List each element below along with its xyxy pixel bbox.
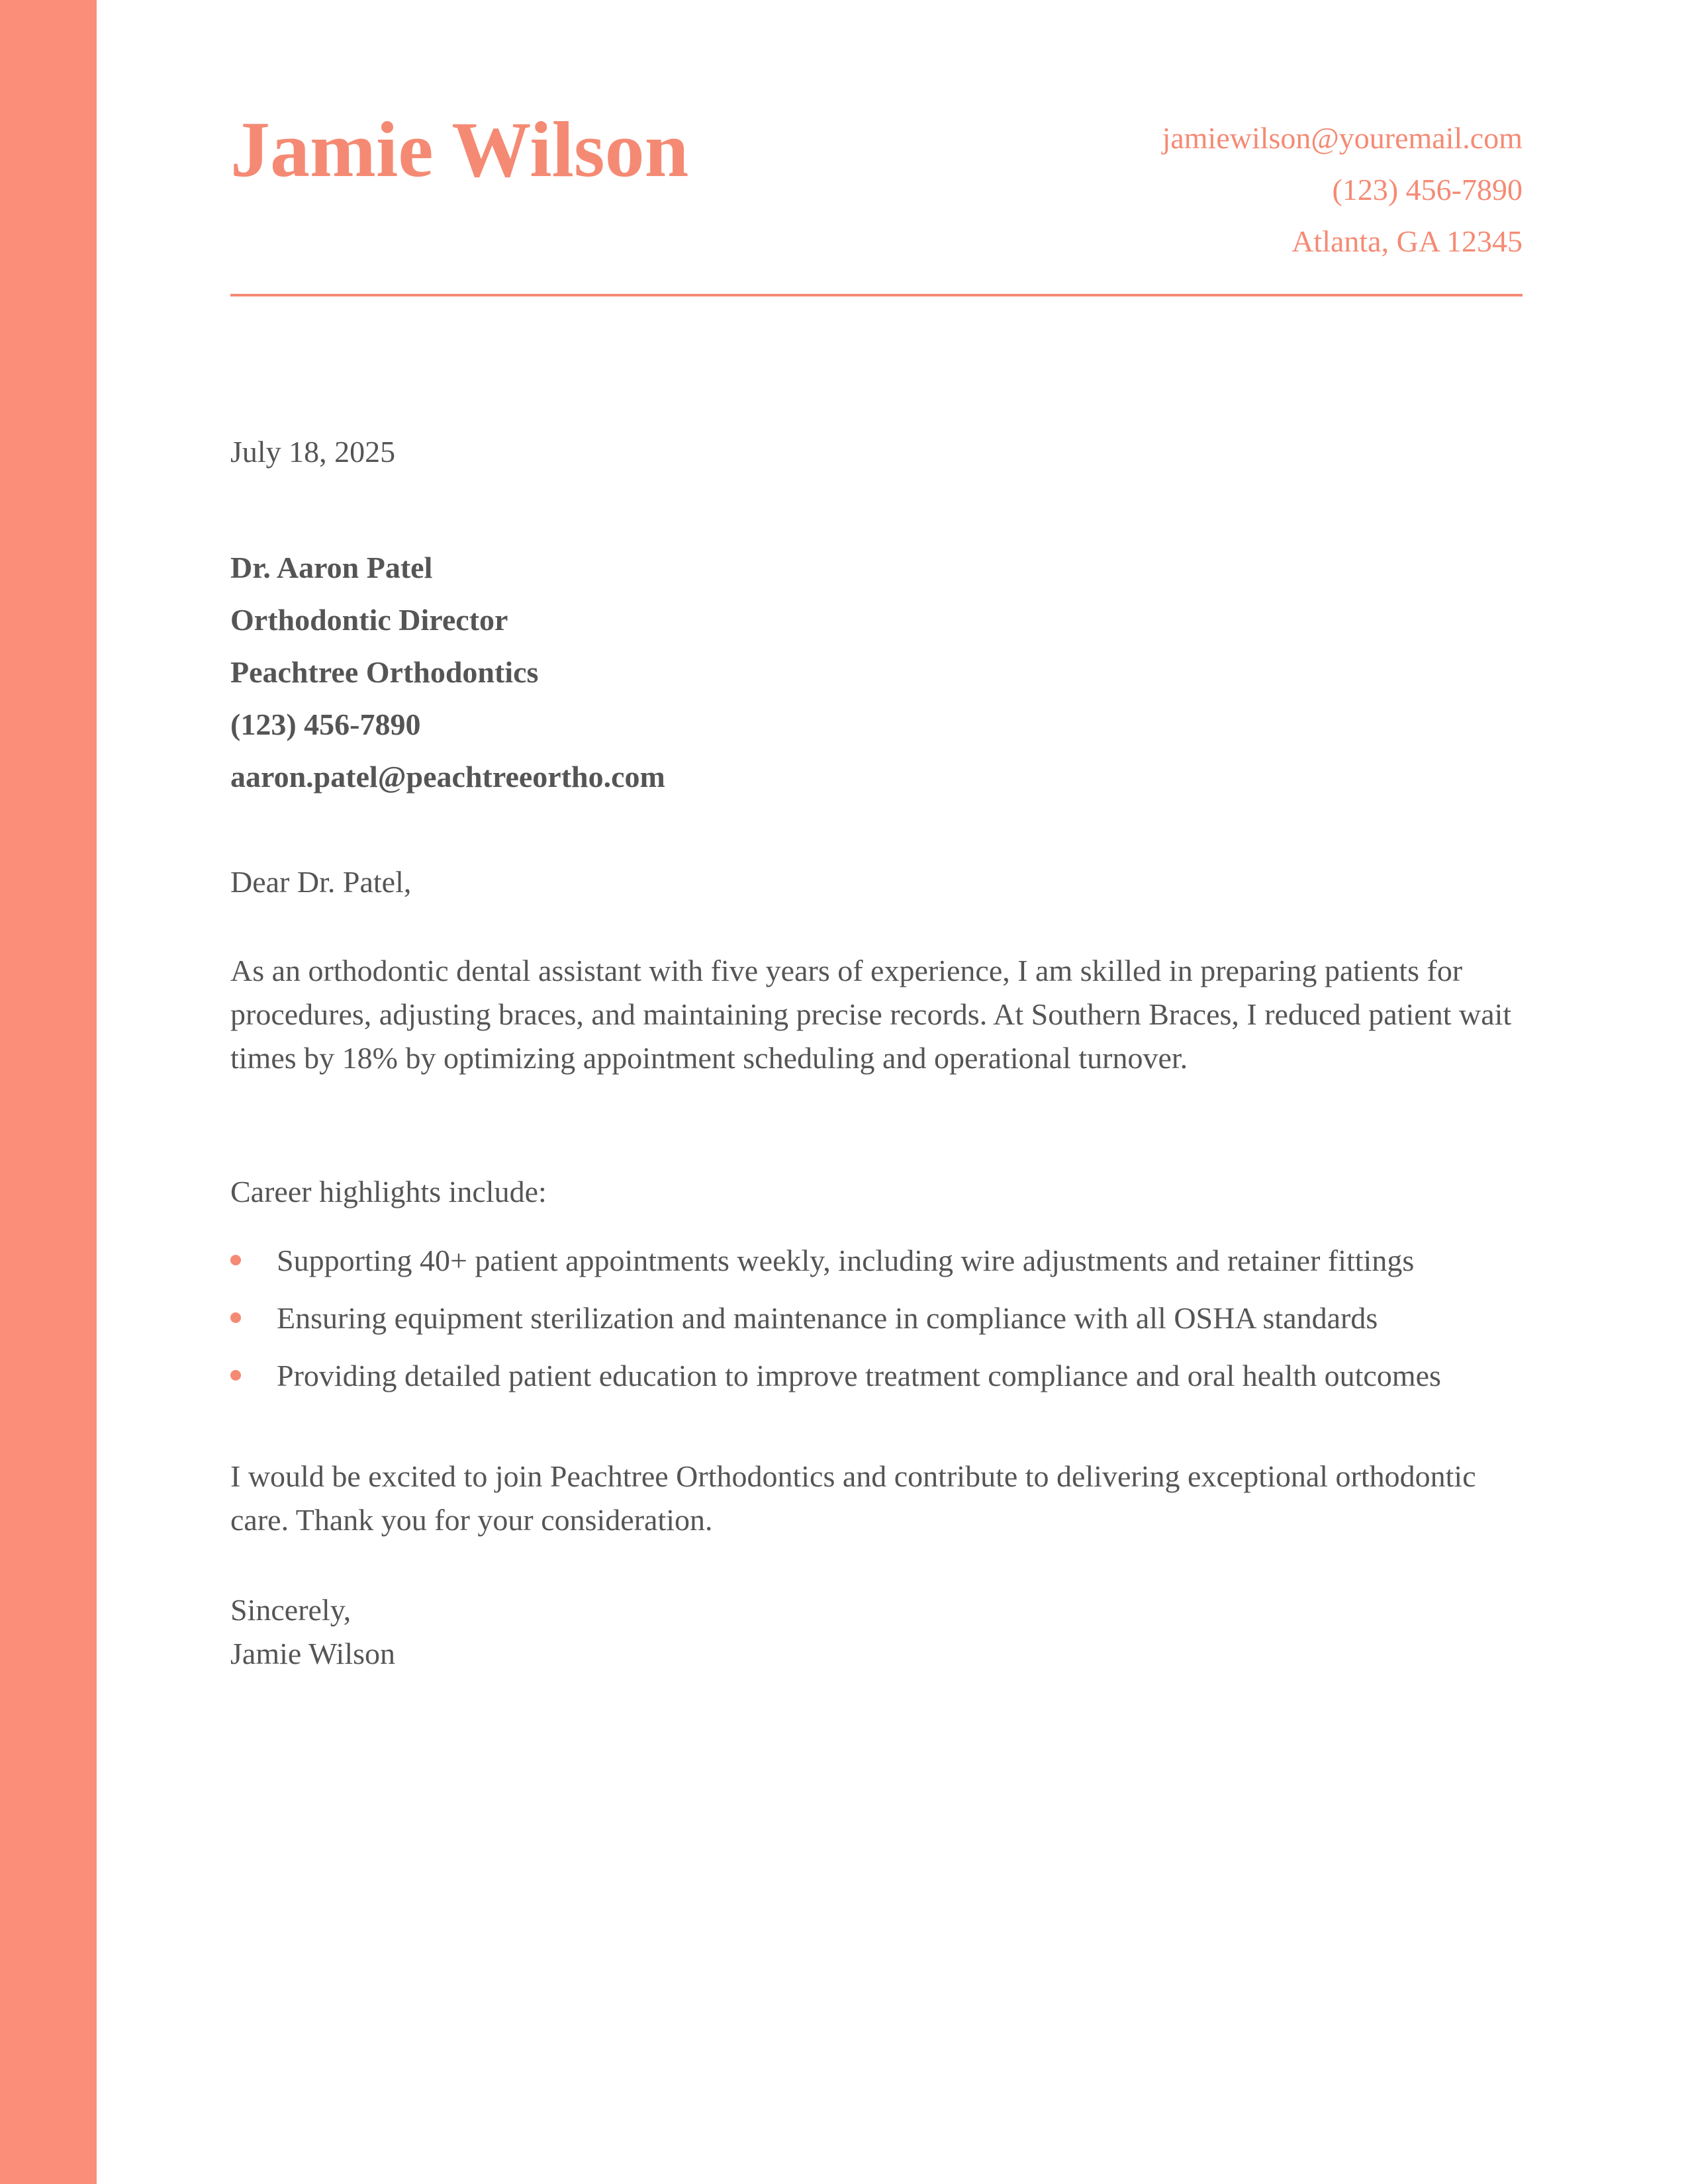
list-item-text: Ensuring equipment sterilization and maintenance in compliance with all OSHA standards <box>277 1301 1378 1335</box>
header-divider <box>230 294 1523 296</box>
list-item-text: Providing detailed patient education to improve treatment compliance and oral health outcomes <box>277 1359 1441 1392</box>
sender-email: jamiewilson@youremail.com <box>1162 121 1523 155</box>
sender-phone: (123) 456-7890 <box>1332 173 1523 206</box>
sender-name: Jamie Wilson <box>230 105 689 193</box>
salutation: Dear Dr. Patel, <box>230 865 412 899</box>
bullet-icon <box>230 1312 241 1323</box>
recipient-company: Peachtree Orthodontics <box>230 655 539 689</box>
highlights-list <box>230 1239 1523 1412</box>
list-item-text: Supporting 40+ patient appointments weekly, including wire adjustments and retainer fittings <box>277 1244 1415 1277</box>
list-item <box>230 1239 1523 1283</box>
signature-name: Jamie Wilson <box>230 1637 396 1670</box>
signoff-block <box>230 1588 1523 1676</box>
recipient-name: Dr. Aaron Patel <box>230 551 433 584</box>
recipient-title: Orthodontic Director <box>230 603 508 637</box>
letter-date: July 18, 2025 <box>230 435 396 469</box>
list-item <box>230 1297 1523 1340</box>
recipient-block <box>230 541 1523 803</box>
recipient-phone: (123) 456-7890 <box>230 707 421 741</box>
bullet-icon <box>230 1370 241 1381</box>
closing-paragraph: I would be excited to join Peachtree Orthodontics and contribute to delivering exceptional orthodontic care. Thank you for your consideration. <box>230 1459 1476 1537</box>
sender-contact-block <box>1162 113 1523 267</box>
intro-paragraph: As an orthodontic dental assistant with five years of experience, I am skilled in preparing patients for procedures, adjusting braces, and maintaining precise records. At Southern Braces, I reduced patient wait times by 18% by optimizing appointment scheduling and operational turnover. <box>230 954 1512 1075</box>
highlights-intro: Career highlights include: <box>230 1175 547 1208</box>
sender-location: Atlanta, GA 12345 <box>1291 224 1523 258</box>
recipient-email: aaron.patel@peachtreeortho.com <box>230 760 665 794</box>
accent-sidebar <box>0 0 97 2184</box>
signoff: Sincerely, <box>230 1593 352 1627</box>
bullet-icon <box>230 1255 241 1265</box>
list-item <box>230 1354 1523 1398</box>
